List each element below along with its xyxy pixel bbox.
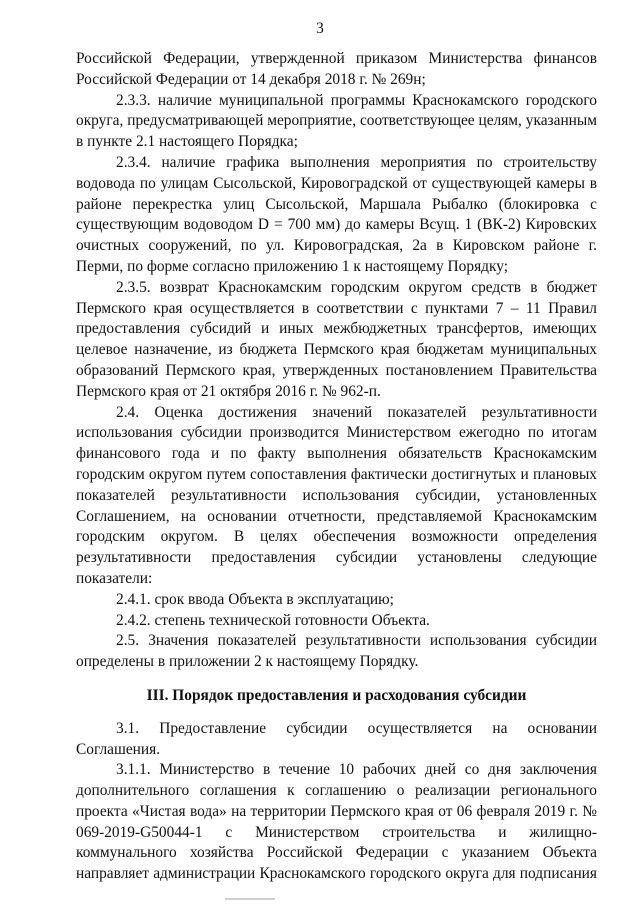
paragraph-continuation: Российской Федерации, утвержденной приказом Министерства финансов Российской Федерации от 14 декабря 2018 г. № 269н; (76, 50, 597, 88)
paragraph-2-5: 2.5. Значения показателей результативности использования субсидии определены в приложении 2 к настоящему Порядку. (76, 632, 597, 671)
scan-artifact (225, 898, 275, 900)
paragraph-2-3-5: 2.3.5. возврат Краснокамским городским округом средств в бюджет Пермского края осуществляется в соответствии с пунктами 7 – 11 Правил предоставления субсидий и иных межбюджетных трансфертов, имеющих целевое назначение, из бюджета Пермского края бюджетам муниципальных образований Пермского края, утвержденных постановлением Правительства Пермского края от 21 октября 2016 г. № 962-п. (76, 278, 597, 400)
page-number: 3 (316, 20, 324, 37)
paragraph-3-1: 3.1. Предоставление субсидии осуществляется на основании Соглашения. (76, 719, 597, 758)
paragraph-2-3-4: 2.3.4. наличие графика выполнения мероприятия по строительству водовода по улицам Сысольской, Кировоградской от существующей камеры в районе перекрестка улиц Сысольской, Маршала Рыбалко (блокировка с существующим водоводом D = 700 мм) до камеры Всущ. 1 (ВК-2) Кировских очистных сооружений, по ул. Кировоградская, 2а в Кировском районе г. Перми, по форме согласно приложению 1 к настоящему Порядку; (76, 153, 597, 275)
paragraph-2-4: 2.4. Оценка достижения значений показателей результативности использования субсидии производится Министерством ежегодно по итогам финансового года и по факту выполнения обязательств Краснокамским городским округом путем сопоставления фактически достигнутых и плановых показателей результативности использования субсидии, установленных Соглашением, на основании отчетности, представляемой Краснокамским городским округом. В целях обеспечения возможности определения результативности предоставления субсидии установлены следующие показатели: (76, 403, 597, 587)
paragraph-2-4-2: 2.4.2. степень технической готовности Объекта. (116, 611, 430, 629)
document-body (76, 49, 597, 885)
section-heading-iii: III. Порядок предоставления и расходования субсидии (146, 686, 527, 704)
paragraph-2-4-1: 2.4.1. срок ввода Объекта в эксплуатацию; (116, 590, 394, 608)
paragraph-2-3-3: 2.3.3. наличие муниципальной программы Краснокамского городского округа, предусматривающей мероприятие, соответствующее целям, указанным в пункте 2.1 настоящего Порядка; (76, 91, 597, 151)
paragraph-3-1-1: 3.1.1. Министерство в течение 10 рабочих дней со дня заключения дополнительного соглашения к соглашению о реализации регионального проекта «Чистая вода» на территории Пермского края от 06 февраля 2019 г. № 069-2019-G50044-1 с Министерством строительства и жилищно-коммунального хозяйства Российской Федерации с указанием Объекта направляет администрации Краснокамского городского округа для подписания (76, 761, 597, 883)
